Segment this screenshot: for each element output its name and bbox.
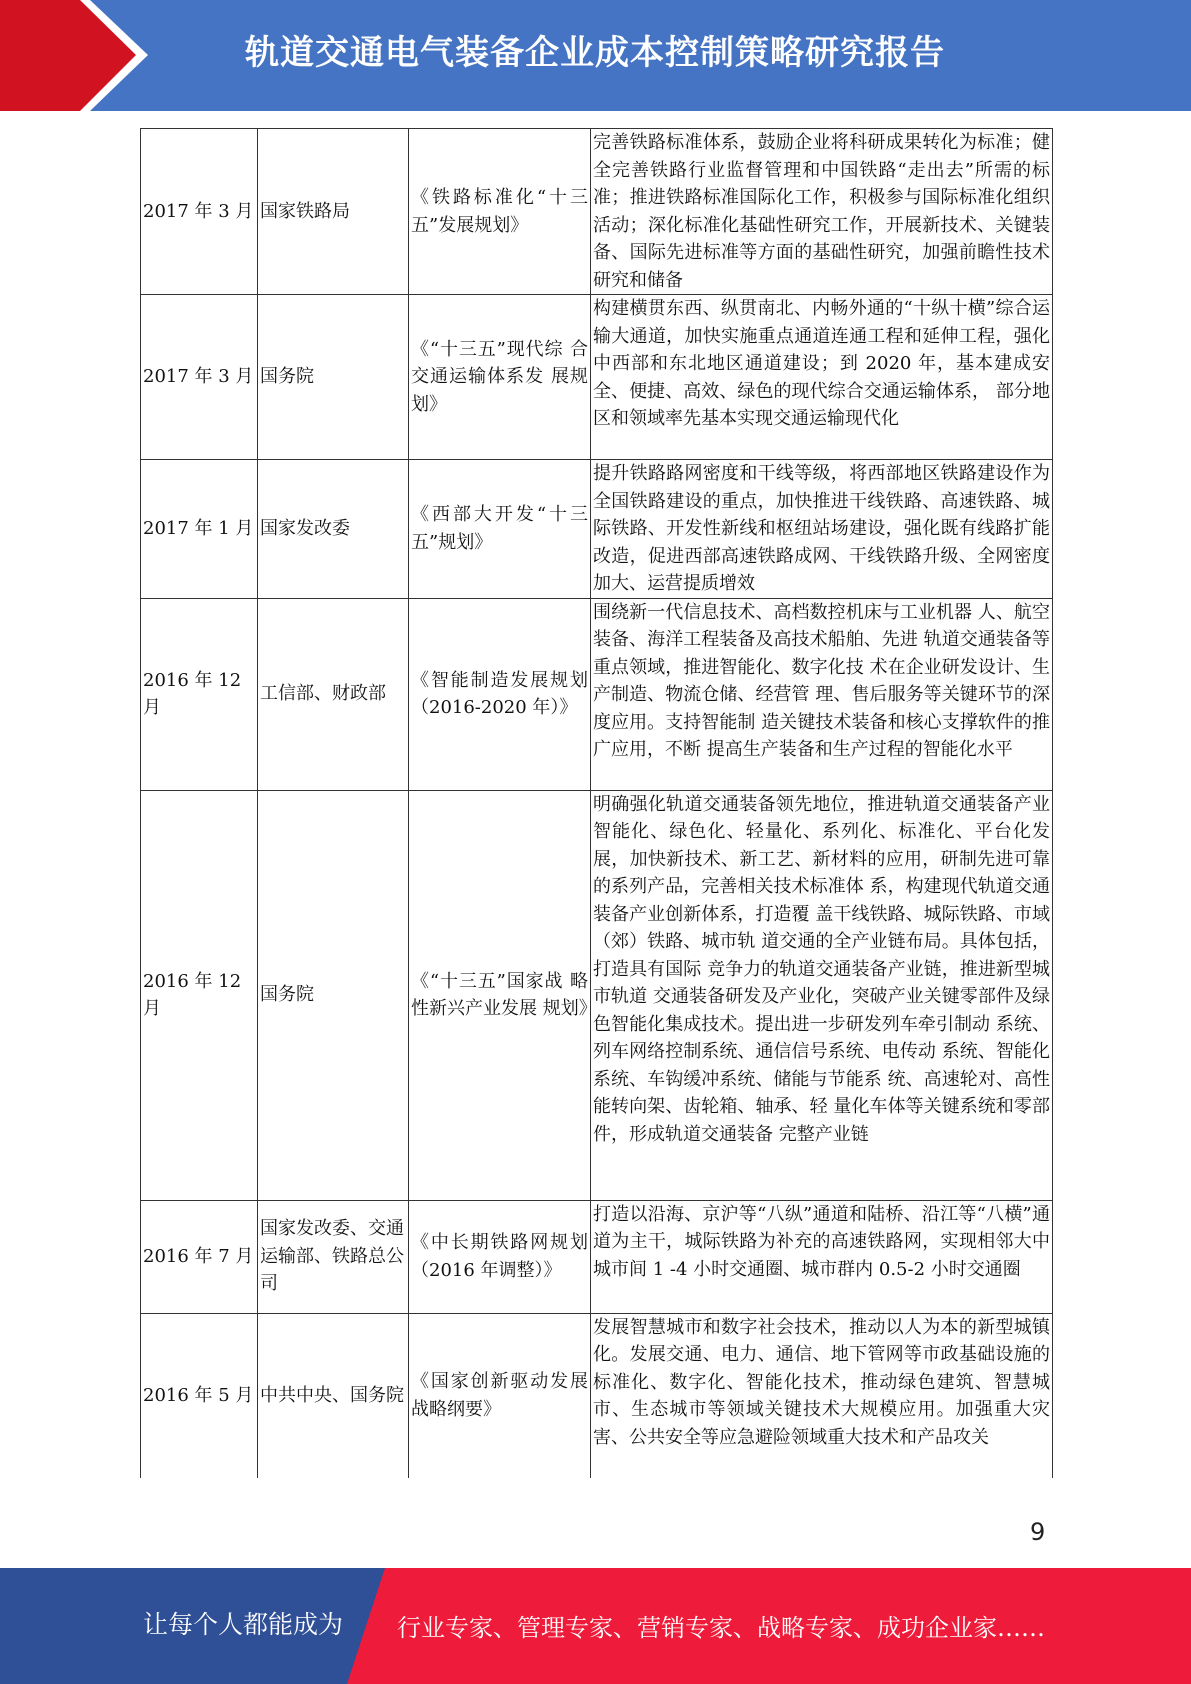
org-cell: 国家铁路局 bbox=[258, 129, 409, 295]
org-cell: 国务院 bbox=[258, 790, 409, 1200]
org-cell: 中共中央、国务院 bbox=[258, 1313, 409, 1478]
policy-table-wrapper bbox=[140, 128, 1052, 1478]
table-row bbox=[141, 790, 1053, 1200]
doc-cell: 《智能制造发展规划（2016-2020 年）》 bbox=[409, 598, 591, 790]
table-row bbox=[141, 129, 1053, 295]
footer-slogan-right: 行业专家、管理专家、营销专家、战略专家、成功企业家…… bbox=[397, 1614, 1045, 1642]
org-cell: 国务院 bbox=[258, 295, 409, 460]
date-cell: 2017 年 3 月 bbox=[141, 129, 258, 295]
content-cell: 完善铁路标准体系，鼓励企业将科研成果转化为标准；健全完善铁路行业监督管理和中国铁路“走出去”所需的标准；推进铁路标准国际化工作，积极参与国际标准化组织活动；深化标准化基础性研究工作，开展新技术、关键装备、国际先进标准等方面的基础性研究，加强前瞻性技术研究和储备 bbox=[591, 129, 1053, 295]
content-cell: 打造以沿海、京沪等“八纵”通道和陆桥、沿江等“八横”通道为主干，城际铁路为补充的高速铁路网，实现相邻大中城市间 1 -4 小时交通圈、城市群内 0.5-2 小时交通圈 bbox=[591, 1200, 1053, 1313]
report-title: 轨道交通电气装备企业成本控制策略研究报告 bbox=[245, 33, 945, 73]
doc-cell: 《中长期铁路网规划（2016 年调整）》 bbox=[409, 1200, 591, 1313]
content-cell: 围绕新一代信息技术、高档数控机床与工业机器 人、航空装备、海洋工程装备及高技术船舶、先进 轨道交通装备等重点领域，推进智能化、数字化技 术在企业研发设计、生产制造、物流仓储、经营管 理、售后服务等关键环节的深度应用。支持智能制 造关键技术装备和核心支撑软件的推广应用，不断 提高生产装备和生产过程的智能化水平 bbox=[591, 598, 1053, 790]
date-cell: 2016 年 7 月 bbox=[141, 1200, 258, 1313]
footer-slogan-left: 让每个人都能成为 bbox=[143, 1610, 344, 1639]
table-row bbox=[141, 1313, 1053, 1478]
content-cell: 构建横贯东西、纵贯南北、内畅外通的“十纵十横”综合运输大通道，加快实施重点通道连通工程和延伸工程，强化中西部和东北地区通道建设；到 2020 年，基本建成安全、便捷、高效、绿色的现代综合交通运输体系， 部分地区和领域率先基本实现交通运输现代化 bbox=[591, 295, 1053, 460]
header-red-chevron bbox=[0, 0, 150, 111]
date-cell: 2016 年 12 月 bbox=[141, 598, 258, 790]
date-cell: 2017 年 1 月 bbox=[141, 460, 258, 599]
table-row bbox=[141, 598, 1053, 790]
content-cell: 发展智慧城市和数字社会技术，推动以人为本的新型城镇化。发展交通、电力、通信、地下管网等市政基础设施的标准化、数字化、智能化技术，推动绿色建筑、智慧城市、生态城市等领域关键技术大规模应用。加强重大灾害、公共安全等应急避险领域重大技术和产品攻关 bbox=[591, 1313, 1053, 1478]
table-row bbox=[141, 460, 1053, 599]
date-cell: 2016 年 5 月 bbox=[141, 1313, 258, 1478]
table-row bbox=[141, 1200, 1053, 1313]
doc-cell: 《西部大开发“十三五”规划》 bbox=[409, 460, 591, 599]
policy-table bbox=[140, 128, 1053, 1478]
page-number: 9 bbox=[1030, 1518, 1046, 1546]
org-cell: 工信部、财政部 bbox=[258, 598, 409, 790]
doc-cell: 《“十三五”现代综 合交通运输体系发 展规划》 bbox=[409, 295, 591, 460]
org-cell: 国家发改委 bbox=[258, 460, 409, 599]
date-cell: 2017 年 3 月 bbox=[141, 295, 258, 460]
page-footer bbox=[0, 1568, 1191, 1684]
content-cell: 提升铁路路网密度和干线等级，将西部地区铁路建设作为全国铁路建设的重点，加快推进干线铁路、高速铁路、城际铁路、开发性新线和枢纽站场建设，强化既有线路扩能改造，促进西部高速铁路成网、干线铁路升级、全网密度加大、运营提质增效 bbox=[591, 460, 1053, 599]
doc-cell: 《铁路标准化“十三五”发展规划》 bbox=[409, 129, 591, 295]
doc-cell: 《国家创新驱动发展战略纲要》 bbox=[409, 1313, 591, 1478]
page-header bbox=[0, 0, 1191, 111]
table-row bbox=[141, 295, 1053, 460]
doc-cell: 《“十三五”国家战 略性新兴产业发展 规划》 bbox=[409, 790, 591, 1200]
org-cell: 国家发改委、交通运输部、铁路总公司 bbox=[258, 1200, 409, 1313]
date-cell: 2016 年 12 月 bbox=[141, 790, 258, 1200]
content-cell: 明确强化轨道交通装备领先地位，推进轨道交通装备产业智能化、绿色化、轻量化、系列化、标准化、平台化发展，加快新技术、新工艺、新材料的应用，研制先进可靠的系列产品，完善相关技术标准体 系，构建现代轨道交通装备产业创新体系，打造覆 盖干线铁路、城际铁路、市域（郊）铁路、城市轨 道交通的全产业链布局。具体包括，打造具有国际 竞争力的轨道交通装备产业链，推进新型城市轨道 交通装备研发及产业化，突破产业关键零部件及绿 色智能化集成技术。提出进一步研发列车牵引制动 系统、列车网络控制系统、通信信号系统、电传动 系统、智能化系统、车钩缓冲系统、储能与节能系 统、高速轮对、高性能转向架、齿轮箱、轴承、轻 量化车体等关键系统和零部件，形成轨道交通装备 完整产业链 bbox=[591, 790, 1053, 1200]
